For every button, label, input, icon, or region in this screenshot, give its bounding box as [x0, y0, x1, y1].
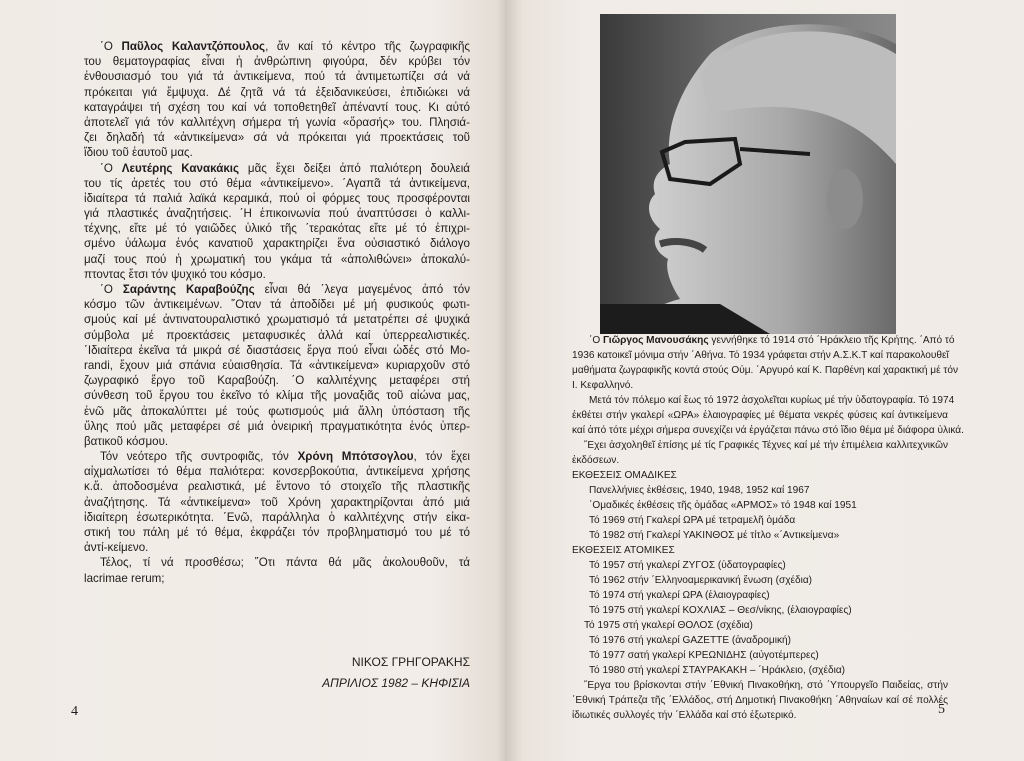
text-segment: ΄Ο	[100, 40, 122, 53]
text-line: Τό 1975 στή γκαλερί ΚΟΧΛΙΑΣ – Θεσ/νίκης, (ἐλαιογραφίες)	[589, 605, 852, 616]
text-line: καταγράψει τή σχέση του καί νά τοποθετηθεῖ ἀπέναντί τους. Κι αὐτό	[84, 100, 470, 114]
text-line: ζωγραφικό ἔργο τοῦ Καραβούζη. ΄Ο καλλιτέχνης μεταφέρει στή	[84, 374, 470, 388]
date-place: ΑΠΡΙΛΙΟΣ 1982 – ΚΗΦΙΣΙΑ	[322, 676, 470, 690]
text-line: πτοντας ἔτσι τόν ψυχικό του κόσμο.	[84, 267, 266, 281]
text-line: μαζί τους πού ἡ χρωματική του γκάμα τά «ἀπολιθώνει» ἀποκαλύ-	[84, 252, 470, 266]
text-line: ΄Ομαδικές ἐκθέσεις τῆς ὁμάδας «ΑΡΜΟΣ» τό 1948 καί 1951	[589, 500, 857, 511]
text-line: ΄Ιδιαίτερα ἐκεῖνα τά μικρά σέ διαστάσεις ἔργα πού εἶναι ὠδές στό Mo-	[84, 343, 470, 357]
text-segment: Τόν νεότερο τῆς συντροφιᾶς, τόν	[100, 450, 298, 464]
text-line: ζει δηλαδή τά «ἀντικείμενα» σά νά πρόκειται γιά προεκτάσεις τοῦ	[84, 131, 470, 145]
text-line: Τό 1962 στήν ΄Ελληνοαμερικανική ἔνωση (σχέδια)	[589, 575, 813, 586]
text-line: ἐνῶ μᾶς ἀποκαλύπτει μέ τούς φωτισμούς μιά ἄλλη ὑπόσταση τῆς	[84, 404, 470, 418]
text-line: ῎Εχει ἀσχοληθεῖ ἐπίσης μέ τίς Γραφικές Τέχνες καί μέ τήν ἐπιμέλεια καλλιτεχνικῶν	[584, 440, 948, 451]
text-line: Τό 1982 στή Γκαλερί ΥΑΚΙΝΘΟΣ μέ τίτλο «΄Αντικείμενα»	[589, 530, 840, 541]
text-line: ἀντί-κείμενο.	[84, 541, 149, 555]
page-number: 4	[71, 704, 78, 719]
text-line	[84, 449, 470, 464]
text-line: αἰχμαλωτίσει τό θέμα παλιότερα: κονσερβοκούτια, ἀντικείμενα χρήσης	[84, 465, 470, 479]
text-line: ἐκδόσεων.	[572, 455, 620, 466]
text-segment: γεννήθηκε τό 1914 στό ΄Ηράκλειο τῆς Κρήτης. ΄Από τό	[708, 335, 955, 346]
text-line: Τό 1957 στή γκαλερί ΖΥΓΟΣ (ὑδατογραφίες)	[589, 560, 786, 571]
text-line: ἐνθουσιασμό του γιά τά ἀντικείμενα, πού τά ἀντιμετωπίζει σά νά	[84, 70, 470, 84]
text-line: Τό 1969 στή Γκαλερί ΩΡΑ μέ τετραμελῆ ὁμάδα	[589, 515, 796, 526]
text-line: πρόκειται γιά ἔμψυχα. Δέ ζητᾶ νά τά ἐξειδανικεύσει, ἐπιδιώκει νά	[84, 85, 470, 99]
left-page	[0, 0, 507, 761]
text-line: Ι. Κεφαλληνό.	[572, 380, 634, 391]
text-line: lacrimae rerum;	[84, 571, 165, 585]
text-line	[84, 282, 470, 297]
text-segment: εἶναι θά ΄λεγα μαγεμένος ἀπό τόν	[254, 283, 470, 296]
text-segment: μᾶς ἔχει δείξει ἀπό παλιότερη δουλειά	[239, 161, 470, 175]
text-line: κόσμο τῶν ἀντικειμένων. ῞Οταν τά ἀποδίδει μέ μή φυσικούς φωτι-	[84, 298, 470, 312]
text-line: ἰδιαίτερα τά παλιά λαϊκά κεραμικά, πού οἱ φόρμες τους προσφέρονται	[84, 191, 470, 205]
artist-name: Λευτέρης Κανακάκις	[121, 161, 240, 175]
text-line: Τό 1976 στή γκαλερί GAZETTE (ἀναδρομική)	[589, 635, 791, 646]
text-line: σμούς καί μέ ἀντινατουραλιστικό χρωματισμό τά μετατρέπει σέ ψυχικά	[84, 313, 470, 327]
text-line: του θεματογραφίας εἶναι ἡ ἀνθρώπινη φιγούρα, δέν κρύβει τόν	[84, 55, 470, 69]
text-segment: ΄Ο	[100, 161, 122, 175]
text-line: Τό 1977 σατή γκαλερί ΚΡΕΩΝΙΔΗΣ (αὐγοτέμπερες)	[589, 650, 819, 661]
text-line: ἐκθέτει στήν γκαλερί «ΩΡΑ» ἐλαιογραφίες μέ θέματα νεκρές φύσεις καί ἀντικείμενα	[572, 410, 948, 421]
text-line: σύνθεση τοῦ ἔργου του ἐκεῖνο τό κλίμα τῆς μοναξιᾶς τοῦ αἰώνα μας,	[84, 389, 470, 403]
text-line: μαθήματα ζωγραφικῆς κοντά στούς Οὐμ. ΄Αργυρό καί Κ. Παρθένη καί χαρακτική μέ τόν	[572, 365, 959, 376]
text-line: τέχνης, εἴτε μέ τό γαιῶδες ὑλικό τῆς ΄τερακότας εἴτε μέ τό ἐπιχρι-	[84, 222, 470, 236]
biography-text	[572, 333, 964, 723]
portrait-image	[600, 14, 896, 334]
signature	[322, 652, 470, 694]
text-line: Πανελλήνιες ἐκθέσεις, 1940, 1948, 1952 καί 1967	[589, 485, 810, 496]
artist-portrait-photo	[600, 14, 896, 334]
text-line: ἰδιωτικές συλλογές τήν ΄Ελλάδα καί στό ἐξωτερικό.	[572, 710, 797, 721]
text-line: κ.ἄ. ἀποδοσμένα ρεαλιστικά, μέ ἔντονο τό στοιχεῖο τῆς πλαστικῆς	[84, 480, 470, 494]
text-line: ἰδιαίτερη ἐσωτερικότητα. ΄Ενῶ, παράλληλα ὁ καλλιτέχνης στήν εἰκα-	[84, 510, 470, 524]
essay-text	[84, 39, 470, 586]
artist-name: Σαράντης Καραβούζης	[122, 283, 255, 296]
text-line	[84, 161, 470, 176]
text-line: βατικοῦ κόσμου.	[84, 434, 169, 448]
text-line: ἀποτελεῖ γιά τόν καλλιτέχνη σήμερα τή γωνία «ὅρασής» του. Πλησιά-	[84, 115, 470, 129]
text-line: Τέλος, τί νά προσθέσω; ῞Οτι πάντα θά μᾶς ἀκολουθοῦν, τά	[100, 556, 470, 570]
text-line: στική του πάλη μέ τό θέμα, ἐκφράζει τόν προβληματισμό του μέ τό	[84, 526, 470, 539]
text-line: καί ἀπό τότε μέχρι σήμερα συνεχίζει νά ἐργάζεται πάνω στό ἴδιο θέμα μέ διάφορα ὑλικά.	[572, 425, 964, 436]
artist-name: Γιῶργος Μανουσάκης	[603, 335, 709, 346]
text-line	[84, 39, 470, 54]
text-line: ΕΚΘΕΣΕΙΣ ΑΤΟΜΙΚΕΣ	[572, 545, 675, 556]
author-name: ΝΙΚΟΣ ΓΡΗΓΟΡΑΚΗΣ	[351, 655, 470, 669]
text-line: γιά πλαστικές ἀναζητήσεις. ΄Η ἐπικοινωνία πού ἀναπτύσσει ὁ καλλι-	[84, 207, 470, 221]
text-segment: ΄Ο	[589, 335, 604, 346]
page-number: 5	[938, 702, 945, 717]
text-line: Τό 1974 στή γκαλερί ΩΡΑ (ἐλαιογραφίες)	[589, 590, 770, 601]
text-line: ὕλης πού μᾶς μεταφέρει σέ μιά ὀνειρική πραγματικότητα ἑνός ὑπερ-	[84, 419, 470, 433]
text-line	[572, 333, 955, 348]
text-line: σύμβολα μέ προεκτάσεις μεταφυσικές ἀλλά καί ὑπερρεαλιστικές.	[84, 328, 470, 342]
text-line: Μετά τόν πόλεμο καί ἕως τό 1972 ἀσχολεῖται κυρίως μέ τήν ὑδατογραφία. Τό 1974	[589, 395, 955, 406]
text-line: 1936 κατοικεῖ μόνιμα στήν ΄Αθήνα. Τό 1934 γράφεται στήν Α.Σ.Κ.Τ καί παρακολουθεῖ	[572, 350, 949, 361]
artist-name: Παῦλος Καλαντζόπουλος	[121, 40, 266, 53]
text-line: σμένο ὑάλωμα ἑνός κανατιοῦ χαρακτηρίζει ἕνα οὐσιαστικό διάλογο	[84, 237, 470, 251]
text-line: ῎Εργα του βρίσκονται στήν ΄Εθνική Πινακοθήκη, στό ΄Υπουργεῖο Παιδείας, στήν	[584, 680, 948, 691]
text-line: ΕΚΘΕΣΕΙΣ ΟΜΑΔΙΚΕΣ	[572, 470, 677, 481]
text-line: ἴδιου τοῦ ἑαυτοῦ μας.	[84, 146, 193, 160]
text-line: Τό 1975 στή γκαλερί ΘΟΛΟΣ (σχέδια)	[584, 620, 753, 631]
text-line: randi, ἔχουν μιά σπάνια εὐαισθησία. Τά «ἀντικείμενα» κυριαρχοῦν στό	[84, 358, 470, 372]
text-segment: ΄Ο	[100, 283, 123, 296]
text-line: Τό 1980 στή γκαλερί ΣΤΑΥΡΑΚΑΚΗ – ΄Ηράκλειο, (σχέδια)	[589, 665, 846, 676]
text-segment: , τόν ἔχει	[413, 450, 470, 464]
artist-name: Χρόνη Μπότσογλου	[297, 450, 414, 464]
text-line: ἀναζήτησης. Τά «ἀντικείμενα» τοῦ Χρόνη χαρακτηρίζονται ἀπό μιά	[84, 495, 470, 509]
text-line: ΄Εθνική Τράπεζα τῆς ΄Ελλάδος, στή Δημοτική Πινακοθήκη ΄Αθηναίων καί σέ πολλές	[572, 695, 948, 706]
text-line: του τίς ἀρετές του στό θέμα «ἀντικείμενο». ΄Αγαπᾶ τά ἀντικείμενα,	[84, 176, 470, 190]
text-segment: , ἄν καί τό κέντρο τῆς ζωγραφικῆς	[265, 40, 470, 53]
